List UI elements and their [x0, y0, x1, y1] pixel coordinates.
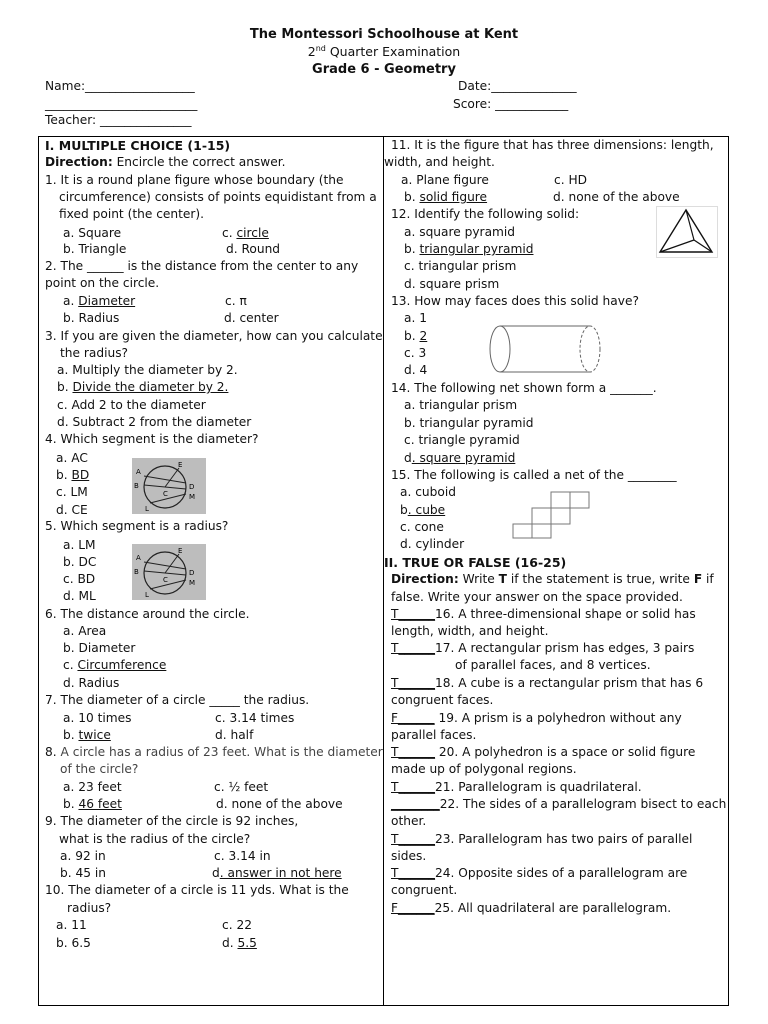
- label-d: D: [189, 483, 195, 491]
- label-l: L: [145, 505, 149, 513]
- marked-answer: BD: [71, 468, 90, 482]
- q7-option-b[interactable]: [63, 728, 111, 742]
- marked-answer: . square pyramid: [411, 451, 516, 465]
- label-e: E: [178, 461, 183, 469]
- label-m: M: [189, 493, 196, 501]
- net-face: [532, 508, 551, 524]
- answer-blank[interactable]: T______: [391, 832, 436, 846]
- label-b: B: [134, 568, 139, 576]
- label-a: A: [136, 468, 141, 476]
- q7-option-a[interactable]: a. 10 times: [63, 711, 132, 725]
- direction-label: Direction:: [45, 155, 113, 169]
- q8-text-cont: of the circle?: [60, 762, 139, 776]
- net-face: [551, 492, 570, 508]
- q1-option-d[interactable]: d. Round: [226, 242, 281, 256]
- statement-text: 18. A cube is a rectangular prism that has 6: [435, 676, 704, 690]
- q11-option-c[interactable]: c. HD: [554, 173, 587, 187]
- q6-option-c[interactable]: [63, 658, 166, 672]
- q2-text: 2. The ______ is the distance from the center to any: [45, 259, 359, 273]
- q12-text: 12. Identify the following solid:: [391, 207, 580, 221]
- direction-label: Direction:: [391, 572, 459, 586]
- grade-title: Grade 6 - Geometry: [312, 62, 456, 77]
- statement-text: 16. A three-dimensional shape or solid has: [435, 607, 696, 621]
- option-letter: b.: [404, 242, 420, 256]
- tf-item-24-cont: congruent.: [391, 883, 458, 897]
- q8-option-c[interactable]: c. ½ feet: [214, 780, 269, 794]
- tf-item-24[interactable]: [391, 866, 687, 880]
- answer-blank[interactable]: T______: [391, 780, 436, 794]
- q14-option-d[interactable]: [404, 451, 515, 465]
- quarter-title: [0, 44, 768, 59]
- q11-text-cont: width, and height.: [384, 155, 495, 169]
- quarter-number: 2: [307, 44, 316, 60]
- marked-answer: Circumference: [77, 658, 167, 672]
- option-letter: c.: [63, 658, 78, 672]
- cube-net-figure: [510, 490, 592, 540]
- q5-option-d[interactable]: d. ML: [63, 589, 96, 603]
- answer-blank[interactable]: F______: [391, 711, 435, 725]
- q3-option-c[interactable]: c. Add 2 to the diameter: [57, 398, 206, 412]
- label-e: E: [178, 547, 183, 555]
- q12-option-b[interactable]: [404, 242, 533, 256]
- label-c: C: [163, 576, 168, 584]
- cube-net: [513, 492, 589, 538]
- option-letter: b.: [404, 329, 420, 343]
- marked-answer: circle: [236, 226, 269, 240]
- q1-text-cont: circumference) consists of points equidistant from a: [59, 190, 377, 204]
- tf-item-23[interactable]: [391, 832, 692, 846]
- q2-text-cont: point on the circle.: [45, 276, 160, 290]
- date-field[interactable]: Date:______________: [458, 79, 577, 93]
- q9-text: 9. The diameter of the circle is 92 inches,: [45, 814, 299, 828]
- q2-option-c[interactable]: c. π: [225, 294, 247, 308]
- q13-option-a[interactable]: a. 1: [404, 311, 427, 325]
- q3-text-cont: the radius?: [60, 346, 129, 360]
- q14-option-c[interactable]: c. triangle pyramid: [404, 433, 520, 447]
- marked-answer: Divide the diameter by 2.: [72, 380, 229, 394]
- cylinder-right-face: [580, 326, 600, 372]
- q13-option-b[interactable]: [404, 329, 427, 343]
- q15-option-b[interactable]: [400, 503, 445, 517]
- statement-text: 19. A prism is a polyhedron without any: [434, 711, 682, 725]
- direction-text: if: [702, 572, 714, 586]
- label-a: A: [136, 554, 141, 562]
- q1-text: 1. It is a round plane figure whose boundary (the: [45, 173, 344, 187]
- q4-option-c[interactable]: c. LM: [56, 485, 88, 499]
- name-continuation-line[interactable]: _________________________: [45, 97, 198, 111]
- marked-answer: 46 feet: [78, 797, 122, 811]
- tf-item-22[interactable]: [391, 797, 726, 811]
- section-2-direction-cont: false. Write your answer on the space provided.: [391, 590, 683, 604]
- q9-option-c[interactable]: c. 3.14 in: [214, 849, 271, 863]
- label-c: C: [163, 490, 168, 498]
- q11-option-d[interactable]: d. none of the above: [553, 190, 680, 204]
- section-2-title: II. TRUE OR FALSE (16-25): [384, 555, 567, 570]
- tf-item-25[interactable]: [391, 901, 671, 915]
- statement-text: 17. A rectangular prism has edges, 3 pairs: [435, 641, 695, 655]
- tf-item-23-cont: sides.: [391, 849, 427, 863]
- q6-text: 6. The distance around the circle.: [45, 607, 250, 621]
- tf-item-19[interactable]: [391, 711, 682, 725]
- quarter-suffix: nd: [315, 44, 326, 53]
- q8-question: A circle has a radius of 23 feet. What is the diameter: [60, 745, 383, 759]
- q13-option-c[interactable]: c. 3: [404, 346, 427, 360]
- q12-option-a[interactable]: a. square pyramid: [404, 225, 516, 239]
- option-letter: b.: [63, 728, 79, 742]
- section-1-direction: [45, 155, 286, 169]
- q5-option-a[interactable]: a. LM: [63, 538, 96, 552]
- q8-option-a[interactable]: a. 23 feet: [63, 780, 122, 794]
- q9-option-b[interactable]: b. 45 in: [60, 866, 106, 880]
- q2-option-b[interactable]: b. Radius: [63, 311, 120, 325]
- option-letter: b: [400, 503, 408, 517]
- column-divider: [383, 136, 384, 1006]
- q9-option-a[interactable]: a. 92 in: [60, 849, 106, 863]
- direction-text: Encircle the correct answer.: [112, 155, 286, 169]
- answer-blank[interactable]: T______: [391, 641, 436, 655]
- tf-item-20-cont: made up of polygonal regions.: [391, 762, 577, 776]
- statement-text: 21. Parallelogram is quadrilateral.: [435, 780, 642, 794]
- q10-text: 10. The diameter of a circle is 11 yds. What is the: [45, 883, 349, 897]
- q12-option-d[interactable]: d. square prism: [404, 277, 500, 291]
- q15-option-a[interactable]: a. cuboid: [400, 485, 456, 499]
- q5-text: 5. Which segment is a radius?: [45, 519, 229, 533]
- option-letter: d: [212, 866, 220, 880]
- q4-option-a[interactable]: a. AC: [56, 451, 88, 465]
- q3-option-b[interactable]: [57, 380, 228, 394]
- tf-item-17[interactable]: [391, 641, 694, 655]
- teacher-field[interactable]: Teacher: _______________: [45, 113, 192, 127]
- marked-answer: . cube: [407, 503, 446, 517]
- label-d: D: [189, 569, 195, 577]
- q13-text: 13. How may faces does this solid have?: [391, 294, 639, 308]
- option-letter: b.: [63, 797, 79, 811]
- marked-answer: solid figure: [419, 190, 488, 204]
- net-face: [570, 492, 589, 508]
- q5-option-b[interactable]: b. DC: [63, 555, 97, 569]
- q4-text: 4. Which segment is the diameter?: [45, 432, 259, 446]
- tf-item-21[interactable]: [391, 780, 642, 794]
- direction-text: Write: [458, 572, 499, 586]
- q15-option-d[interactable]: d. cylinder: [400, 537, 465, 551]
- tf-item-16-cont: length, width, and height.: [391, 624, 549, 638]
- option-letter: c.: [222, 226, 237, 240]
- q6-option-b[interactable]: b. Diameter: [63, 641, 136, 655]
- marked-answer: 5.5: [237, 936, 257, 950]
- answer-blank[interactable]: T______: [391, 607, 436, 621]
- tf-item-19-cont: parallel faces.: [391, 728, 477, 742]
- option-letter: d: [404, 451, 412, 465]
- option-letter: a.: [63, 294, 79, 308]
- answer-blank[interactable]: F______: [391, 901, 435, 915]
- q14-option-b[interactable]: b. triangular pyramid: [404, 416, 534, 430]
- q2-option-d[interactable]: d. center: [224, 311, 279, 325]
- q8-option-d[interactable]: d. none of the above: [216, 797, 343, 811]
- net-face: [532, 524, 551, 538]
- q10-option-c[interactable]: c. 22: [222, 918, 252, 932]
- net-face: [551, 508, 570, 524]
- circle-diagram-q4: [132, 458, 206, 514]
- tf-item-17-cont: of parallel faces, and 8 vertices.: [455, 658, 651, 672]
- marked-answer: twice: [78, 728, 111, 742]
- statement-text: 22. The sides of a parallelogram bisect to each: [439, 797, 727, 811]
- marked-answer: Diameter: [78, 294, 136, 308]
- q1-text-cont: fixed point (the center).: [59, 207, 205, 221]
- q6-option-d[interactable]: d. Radius: [63, 676, 120, 690]
- q5-option-c[interactable]: c. BD: [63, 572, 96, 586]
- q14-option-a[interactable]: a. triangular prism: [404, 398, 518, 412]
- q1-option-b[interactable]: b. Triangle: [63, 242, 127, 256]
- q15-text: 15. The following is called a net of the ________: [391, 468, 677, 482]
- q11-option-b[interactable]: [404, 190, 487, 204]
- tf-item-18[interactable]: [391, 676, 703, 690]
- marked-answer: . answer in not here: [219, 866, 342, 880]
- option-letter: b.: [57, 380, 73, 394]
- net-face: [513, 524, 532, 538]
- q3-option-a[interactable]: a. Multiply the diameter by 2.: [57, 363, 238, 377]
- tf-item-18-cont: congruent faces.: [391, 693, 494, 707]
- q8-number: 8.: [45, 745, 61, 759]
- statement-text: 23. Parallelogram has two pairs of parallel: [435, 832, 693, 846]
- q15-option-c[interactable]: c. cone: [400, 520, 444, 534]
- q7-text: 7. The diameter of a circle _____ the radius.: [45, 693, 310, 707]
- direction-false-letter: F: [693, 572, 703, 586]
- q10-option-b[interactable]: b. 6.5: [56, 936, 91, 950]
- name-field[interactable]: Name:__________________: [45, 79, 195, 93]
- label-b: B: [134, 482, 139, 490]
- circle-diagram-q5: [132, 544, 206, 600]
- q13-option-d[interactable]: d. 4: [404, 363, 428, 377]
- label-m: M: [189, 579, 196, 587]
- direction-true-letter: T: [498, 572, 507, 586]
- statement-text: 25. All quadrilateral are parallelogram.: [434, 901, 672, 915]
- q10-option-a[interactable]: a. 11: [56, 918, 87, 932]
- q11-option-a[interactable]: a. Plane figure: [401, 173, 489, 187]
- school-name: The Montessori Schoolhouse at Kent: [249, 27, 519, 42]
- tf-item-22-cont: other.: [391, 814, 427, 828]
- cylinder-left-face: [490, 326, 510, 372]
- tf-item-16[interactable]: [391, 607, 696, 621]
- q11-text: 11. It is the figure that has three dimensions: length,: [391, 138, 714, 152]
- section-1-title: I. MULTIPLE CHOICE (1-15): [45, 138, 231, 153]
- quarter-text: Quarter Examination: [325, 44, 461, 60]
- q1-option-c[interactable]: [222, 226, 269, 240]
- option-letter: b.: [404, 190, 420, 204]
- q7-option-d[interactable]: d. half: [215, 728, 254, 742]
- q9-text-cont: what is the radius of the circle?: [59, 832, 251, 846]
- section-2-direction: [391, 572, 714, 586]
- q1-option-a[interactable]: a. Square: [63, 226, 122, 240]
- q3-option-d[interactable]: d. Subtract 2 from the diameter: [57, 415, 252, 429]
- q8-option-b[interactable]: [63, 797, 122, 811]
- q12-option-c[interactable]: c. triangular prism: [404, 259, 517, 273]
- answer-blank[interactable]: T______: [391, 745, 436, 759]
- statement-text: 24. Opposite sides of a parallelogram are: [435, 866, 688, 880]
- cylinder-figure: [486, 322, 606, 376]
- answer-blank[interactable]: T______: [391, 676, 436, 690]
- marked-answer: triangular pyramid: [419, 242, 534, 256]
- marked-answer: 2: [419, 329, 428, 343]
- option-letter: d.: [222, 936, 238, 950]
- q3-text: 3. If you are given the diameter, how can you calculate: [45, 329, 383, 343]
- q8-text: [45, 745, 383, 759]
- score-field[interactable]: Score: ____________: [453, 97, 569, 111]
- answer-blank[interactable]: T______: [391, 866, 436, 880]
- q14-text: 14. The following net shown form a _______.: [391, 381, 657, 395]
- direction-text: if the statement is true, write: [507, 572, 694, 586]
- answer-blank[interactable]: ________: [391, 797, 440, 811]
- tf-item-20[interactable]: [391, 745, 695, 759]
- q4-option-d[interactable]: d. CE: [56, 503, 88, 517]
- q4-option-b[interactable]: [56, 468, 89, 482]
- label-l: L: [145, 591, 149, 599]
- q2-option-a[interactable]: [63, 294, 135, 308]
- q6-option-a[interactable]: a. Area: [63, 624, 107, 638]
- q7-option-c[interactable]: c. 3.14 times: [215, 711, 295, 725]
- triangular-pyramid-figure: [656, 206, 718, 258]
- q9-option-d[interactable]: [212, 866, 342, 880]
- statement-text: 20. A polyhedron is a space or solid figure: [435, 745, 696, 759]
- option-letter: b.: [56, 468, 72, 482]
- q10-text-cont: radius?: [67, 901, 112, 915]
- q10-option-d[interactable]: [222, 936, 257, 950]
